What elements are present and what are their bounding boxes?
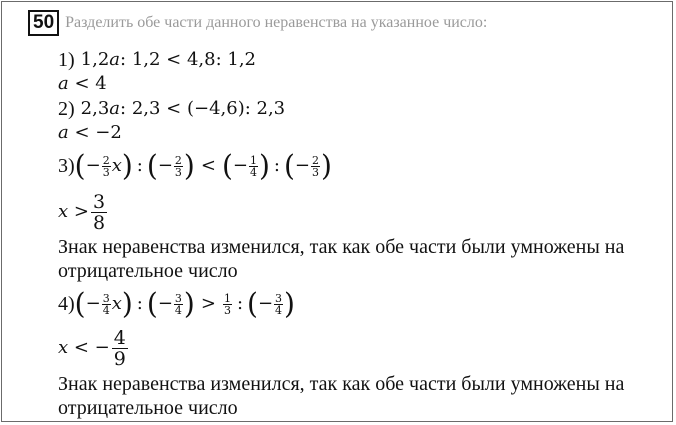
- item-2-number: 2): [58, 98, 75, 120]
- fraction: $\frac{1}{3}$: [223, 291, 231, 317]
- item-1-number: 1): [58, 49, 75, 71]
- item-3-result: [58, 188, 109, 236]
- paren-open: (: [74, 148, 86, 183]
- item-4-expression: [58, 284, 295, 324]
- minus-sign: −: [257, 293, 274, 314]
- minus-sign: −: [294, 155, 311, 176]
- fraction: $\frac{3}{4}$: [174, 291, 182, 317]
- colon: :: [236, 293, 244, 314]
- minus-sign: −: [232, 155, 248, 176]
- task-header: [28, 10, 487, 36]
- paren-close: ): [183, 148, 195, 183]
- fraction: $\frac{1}{4}$: [249, 153, 257, 179]
- paren-close: ): [284, 286, 295, 321]
- fraction: $\frac{2}{3}$: [102, 153, 110, 179]
- item-3-expression: [58, 146, 332, 186]
- item-2-expression: [58, 98, 285, 120]
- item-1-expression: [58, 49, 256, 71]
- item-3-result-lhs: 𝑥 >: [58, 201, 89, 222]
- paren-open: (: [283, 148, 295, 183]
- paren-close: ): [121, 148, 133, 183]
- note-1-line-2: отрицательное число: [58, 260, 238, 282]
- colon: :: [136, 155, 143, 176]
- paren-open: (: [247, 286, 258, 321]
- fraction: $\frac{2}{3}$: [312, 153, 320, 179]
- minus-sign: −: [157, 155, 173, 176]
- colon: :: [273, 155, 280, 176]
- fraction: $\frac{3}{4}$: [102, 291, 110, 317]
- item-4-result: [58, 324, 130, 372]
- item-1-expr: 1,2𝑎: 1,2 < 4,8: 1,2: [80, 49, 257, 70]
- item-1-result: [58, 73, 107, 95]
- minus-sign: −: [85, 293, 101, 314]
- fraction: $\frac{3}{4}$: [275, 291, 283, 317]
- variable: 𝑥: [111, 155, 122, 176]
- minus-sign: −: [157, 293, 173, 314]
- paren-open: (: [74, 286, 86, 321]
- note-2-line-2: отрицательное число: [58, 397, 238, 419]
- paren-close: ): [258, 148, 270, 183]
- result-fraction: 3 8: [92, 190, 106, 234]
- item-1-result-text: 𝑎 < 4: [58, 73, 107, 94]
- item-2-result-text: 𝑎 < −2: [58, 122, 122, 143]
- fraction: $\frac{2}{3}$: [174, 153, 182, 179]
- variable: 𝑥: [111, 293, 122, 314]
- item-4-result-lhs: 𝑥 < −: [58, 337, 110, 358]
- paren-close: ): [321, 148, 332, 183]
- problem-number: 50: [28, 10, 59, 36]
- paren-open: (: [221, 148, 233, 183]
- item-2-expr: 2,3𝑎: 2,3 < (−4,6): 2,3: [80, 98, 286, 119]
- result-fraction: 4 9: [113, 326, 126, 370]
- item-3-number: 3): [58, 155, 75, 177]
- minus-sign: −: [85, 155, 101, 176]
- paren-close: ): [183, 286, 195, 321]
- inequality-sign: <: [200, 155, 216, 176]
- item-2-result: [58, 122, 122, 144]
- inequality-sign: >: [200, 293, 216, 314]
- paren-close: ): [121, 286, 133, 321]
- note-1-line-1: Знак неравенства изменился, так как обе части были умножены на: [58, 236, 625, 258]
- colon: :: [136, 293, 143, 314]
- item-4-number: 4): [58, 293, 75, 315]
- task-instruction: Разделить обе части данного неравенства на указанное число:: [65, 14, 488, 31]
- note-2-line-1: Знак неравенства изменился, так как обе части были умножены на: [58, 373, 625, 395]
- paren-open: (: [146, 286, 158, 321]
- paren-open: (: [146, 148, 158, 183]
